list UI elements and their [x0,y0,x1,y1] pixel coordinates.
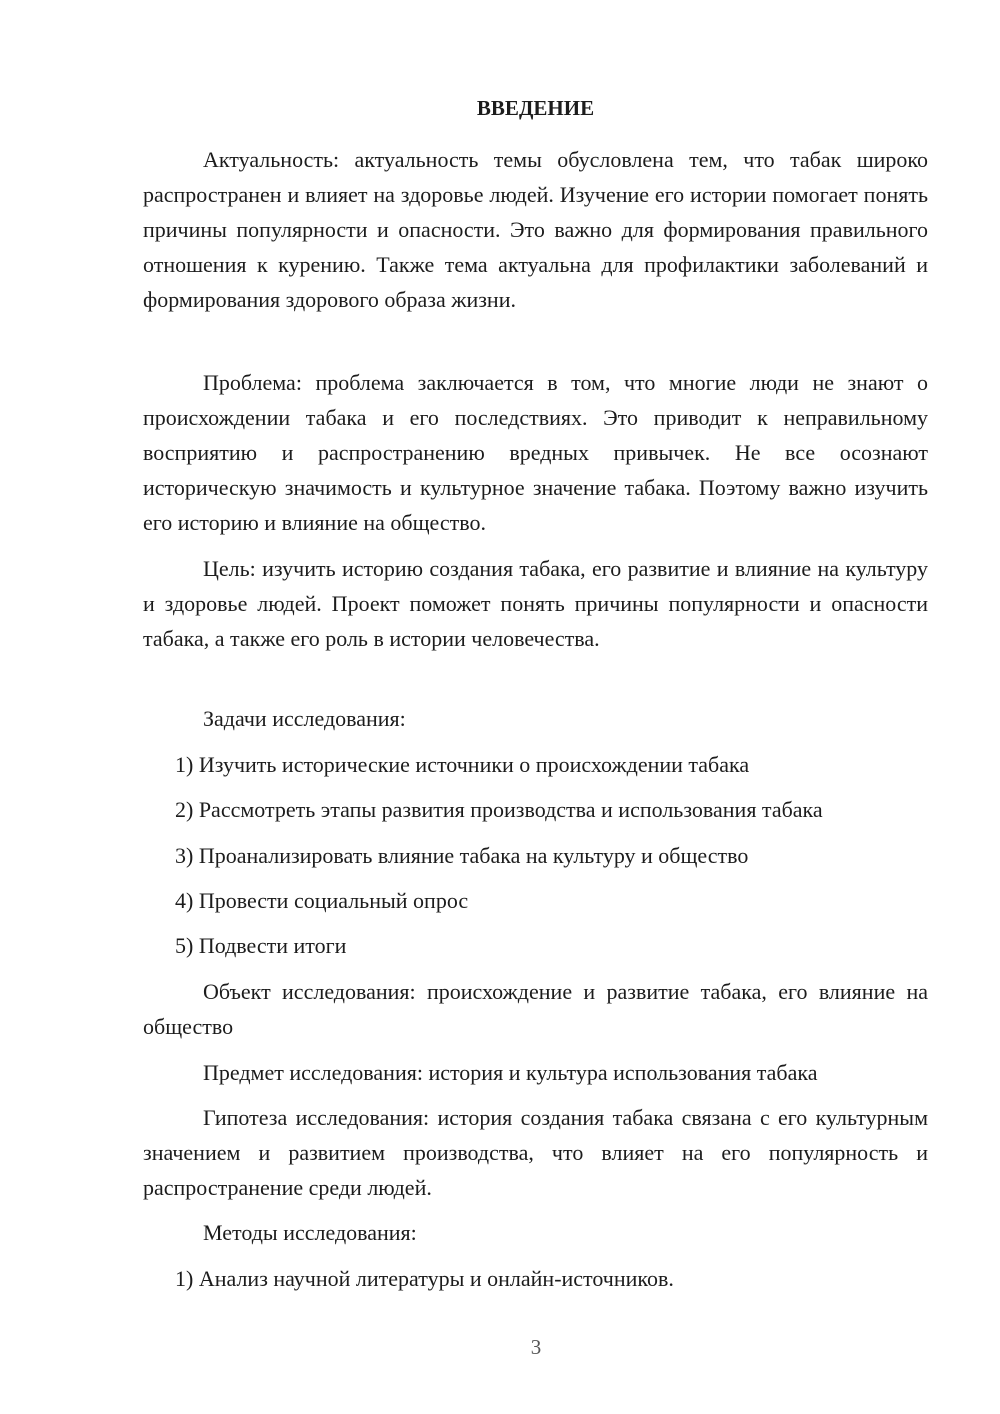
page-title: ВВЕДЕНИЕ [476,96,595,120]
methods-heading: Методы исследования: [203,1220,417,1245]
relevance-paragraph: Актуальность: актуальность темы обусловлена тем, что табак широко распространен и влияет на здоровье людей. Изучение его истории помогает понять причины популярности и опасности. Это важно для формирования правильного отношения к курению. Также тема актуальна для профилактики заболеваний и формирования здорового образа жизни. [143,147,928,312]
goal-paragraph: Цель: изучить историю создания табака, его развитие и влияние на культуру и здоровье людей. Проект поможет понять причины популярности и опасности табака, а также его роль в истории человечества. [143,556,928,651]
method-item: 1) Анализ научной литературы и онлайн-источников. [175,1266,674,1291]
task-item: 3) Проанализировать влияние табака на культуру и общество [175,843,749,868]
task-item: 5) Подвести итоги [175,933,347,958]
tasks-heading: Задачи исследования: [203,706,406,731]
page-number: 3 [530,1335,542,1359]
subject-paragraph: Предмет исследования: история и культура использования табака [203,1060,818,1085]
object-paragraph: Объект исследования: происхождение и развитие табака, его влияние на общество [143,979,928,1039]
task-item: 1) Изучить исторические источники о происхождении табака [175,752,750,777]
task-item: 4) Провести социальный опрос [175,888,469,913]
hypothesis-paragraph: Гипотеза исследования: история создания табака связана с его культурным значением и развитием производства, что влияет на его популярность и распространение среди людей. [143,1105,928,1200]
task-item: 2) Рассмотреть этапы развития производства и использования табака [175,797,823,822]
problem-paragraph: Проблема: проблема заключается в том, что многие люди не знают о происхождении табака и его последствиях. Это приводит к неправильному восприятию и распространению вредных привычек. Не все осознают историческую значимость и культурное значение табака. Поэтому важно изучить его историю и влияние на общество. [143,370,928,535]
